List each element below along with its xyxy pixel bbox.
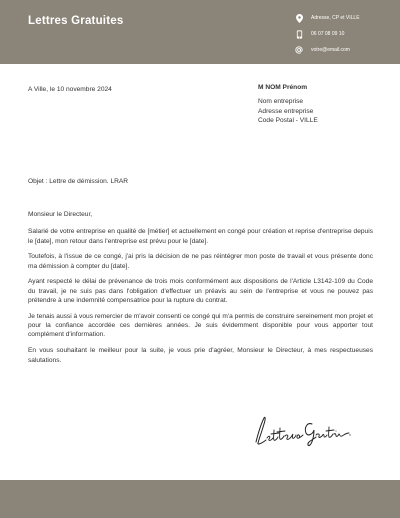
- footer-band: [0, 480, 400, 518]
- contact-block: [295, 10, 395, 58]
- phone-icon: [295, 29, 303, 39]
- contact-phone: 06 07 08 09 10: [311, 31, 345, 37]
- header-band: [0, 0, 400, 64]
- place-date: A Ville, le 10 novembre 2024: [28, 86, 112, 93]
- contact-address-row: [295, 10, 395, 26]
- paragraph-4: Je tenais aussi à vous remercier de m'avoir consenti ce congé qui m'a permis de construire sereinement mon projet et pour la confiance accordée ces dernières années. Je suis évidemment disponible pour vous apporter tout complément d'information.: [28, 312, 373, 339]
- letter-subject: Objet : Lettre de démission. LRAR: [28, 178, 129, 185]
- at-sign-icon: [295, 45, 303, 55]
- paragraph-2: Toutefois, à l'issue de ce congé, j'ai pris la décision de ne pas réintégrer mon poste de travail et vous présente donc ma démission à compter du [date].: [28, 253, 373, 270]
- salutation: Monsieur le Directeur,: [28, 211, 93, 218]
- handwritten-signature: [252, 412, 352, 453]
- contact-phone-row: [295, 26, 395, 42]
- contact-email: votre@email.com: [311, 47, 350, 53]
- paragraph-3: Ayant respecté le délai de prévenance de trois mois conformément aux dispositions de l'Article L3142-109 du Code du travail, je ne suis pas dans l'obligation d'effectuer un préavis au sein de l'entreprise et vous ne pouvez pas prétendre à une indemnité compensatrice pour la rupture du contrat.: [28, 278, 373, 305]
- brand-title: Lettres Gratuites: [28, 15, 124, 27]
- letter-body: [28, 210, 373, 371]
- location-pin-icon: [295, 13, 303, 23]
- contact-address: Adresse, CP et VILLE: [311, 15, 360, 21]
- recipient-address: Adresse entreprise: [258, 107, 314, 115]
- paragraph-5: En vous souhaitant le meilleur pour la suite, je vous prie d'agréer, Monsieur le Directeur, à mes respectueuses salutations.: [28, 347, 373, 364]
- recipient-city: Code Postal - VILLE: [258, 116, 318, 124]
- paragraph-1: Salarié de votre entreprise en qualité de [métier] et actuellement en congé pour création et reprise d'entreprise depuis le [date], mon retour dans l'entreprise est prévu pour le [date].: [28, 228, 373, 245]
- recipient-block: [258, 83, 318, 125]
- contact-email-row: [295, 42, 395, 58]
- recipient-name: M NOM Prénom: [258, 84, 308, 91]
- recipient-company: Nom entreprise: [258, 98, 304, 106]
